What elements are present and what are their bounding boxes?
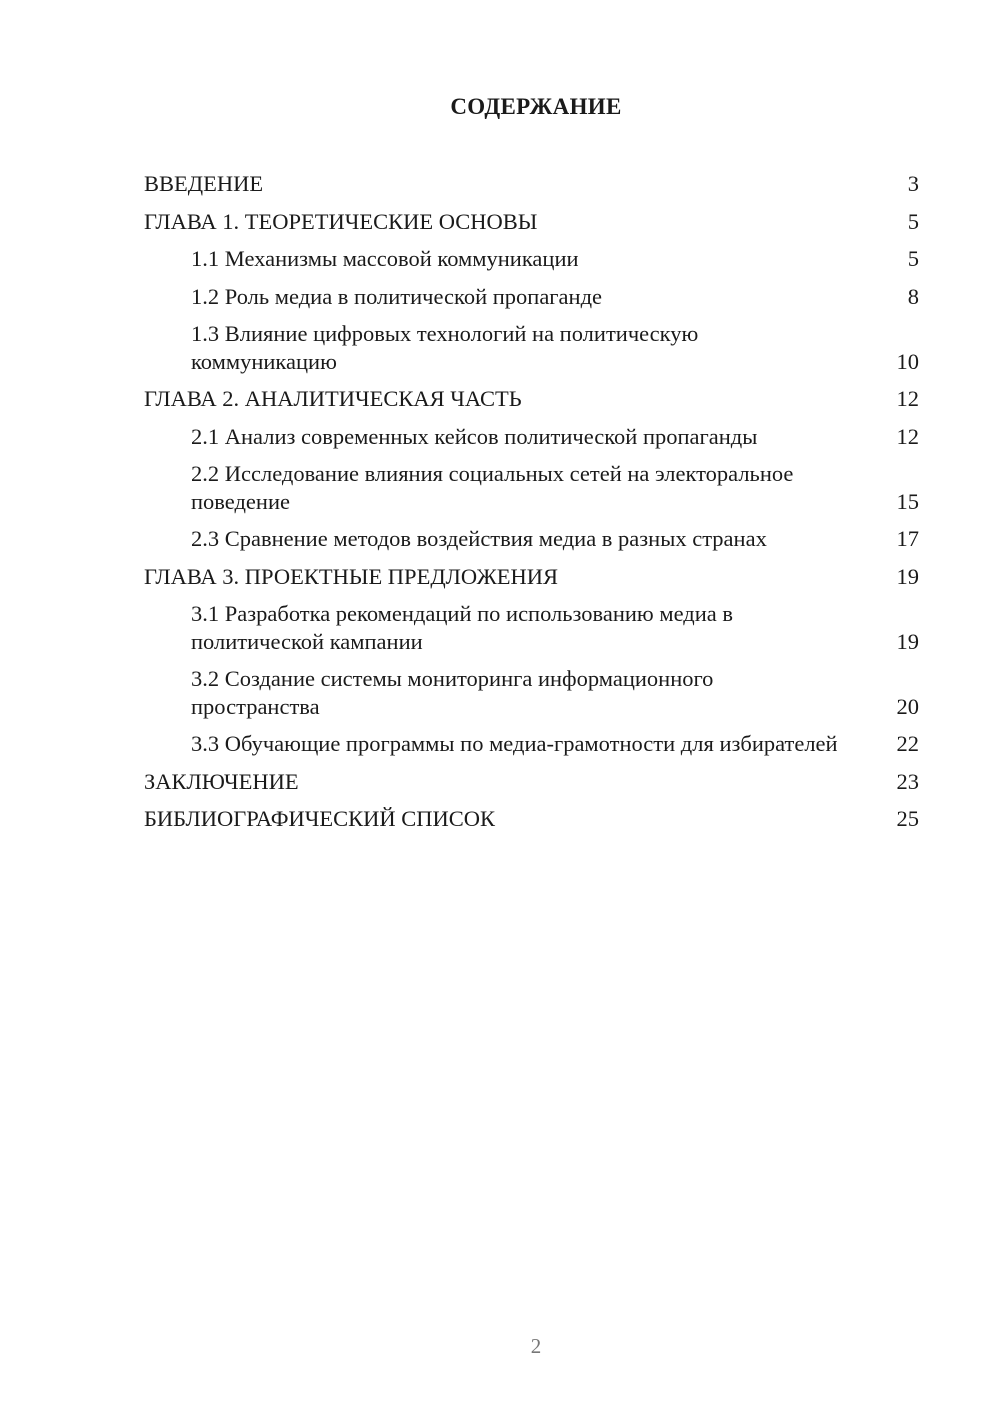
toc-entry-text: 2.2 Исследование влияния социальных сетей на электоральное поведение: [191, 461, 794, 514]
page-title: СОДЕРЖАНИЕ: [450, 94, 622, 119]
toc-entry-page: 17: [896, 526, 919, 551]
toc-entry-section-2-1: [144, 423, 919, 451]
toc-entry-page: 8: [907, 283, 919, 309]
toc-entry-page: 23: [896, 768, 919, 794]
toc-entry-page: 20: [896, 693, 919, 719]
toc-entry-page: 25: [896, 806, 919, 831]
toc-entry-page: 3: [907, 171, 919, 196]
toc-entry-page: 12: [896, 386, 919, 411]
toc-entry-page: 5: [907, 246, 919, 271]
toc-entry-text: БИБЛИОГРАФИЧЕСКИЙ СПИСОК: [144, 806, 496, 831]
toc-entry-section-1-2: [144, 283, 919, 311]
toc-entry-bibliography: [144, 805, 919, 833]
toc-entry-text: ГЛАВА 3. ПРОЕКТНЫЕ ПРЕДЛОЖЕНИЯ: [144, 563, 559, 589]
toc-entry-page: 12: [896, 423, 919, 449]
toc-entry-text: 1.1 Механизмы массовой коммуникации: [191, 246, 579, 271]
toc-entry-page: 10: [896, 348, 919, 374]
toc-entry-chapter-2: [144, 385, 919, 413]
toc-entry-conclusion: [144, 768, 919, 796]
toc-entry-section-1-3: [144, 320, 919, 375]
toc-entry-section-3-3: [144, 730, 919, 758]
toc-entry-chapter-3: [144, 563, 919, 591]
toc-entry-page: 5: [907, 208, 919, 234]
toc-entry-text: 3.1 Разработка рекомендаций по использованию медиа в политической кампании: [191, 601, 734, 654]
toc-entry-page: 15: [896, 488, 919, 514]
toc-entry-text: 3.3 Обучающие программы по медиа-грамотности для избирателей: [191, 731, 838, 756]
toc-entry-text: 1.2 Роль медиа в политической пропаганде: [191, 283, 602, 309]
toc-entry-chapter-1: [144, 208, 919, 236]
toc-entry-text: ГЛАВА 1. ТЕОРЕТИЧЕСКИЕ ОСНОВЫ: [144, 208, 538, 234]
toc-entry-text: 1.3 Влияние цифровых технологий на политическую коммуникацию: [191, 321, 699, 374]
toc-entry-page: 19: [896, 563, 919, 589]
toc-entry-introduction: [144, 170, 919, 198]
toc-entry-section-3-2: [144, 665, 919, 720]
toc-entry-text: ЗАКЛЮЧЕНИЕ: [144, 768, 299, 794]
toc-entry-text: 2.3 Сравнение методов воздействия медиа в разных странах: [191, 526, 767, 551]
toc-entry-text: ГЛАВА 2. АНАЛИТИЧЕСКАЯ ЧАСТЬ: [144, 386, 522, 411]
toc-entry-section-2-3: [144, 525, 919, 553]
toc-entry-section-1-1: [144, 245, 919, 273]
toc-entry-section-2-2: [144, 460, 919, 515]
toc-entry-page: 22: [896, 731, 919, 756]
toc-entry-section-3-1: [144, 600, 919, 655]
toc-entry-text: 3.2 Создание системы мониторинга информационного пространства: [191, 666, 714, 719]
table-of-contents: [144, 170, 919, 843]
toc-entry-text: 2.1 Анализ современных кейсов политической пропаганды: [191, 423, 758, 449]
page-number: 2: [530, 1334, 542, 1358]
toc-entry-text: ВВЕДЕНИЕ: [144, 171, 264, 196]
toc-entry-page: 19: [896, 628, 919, 654]
